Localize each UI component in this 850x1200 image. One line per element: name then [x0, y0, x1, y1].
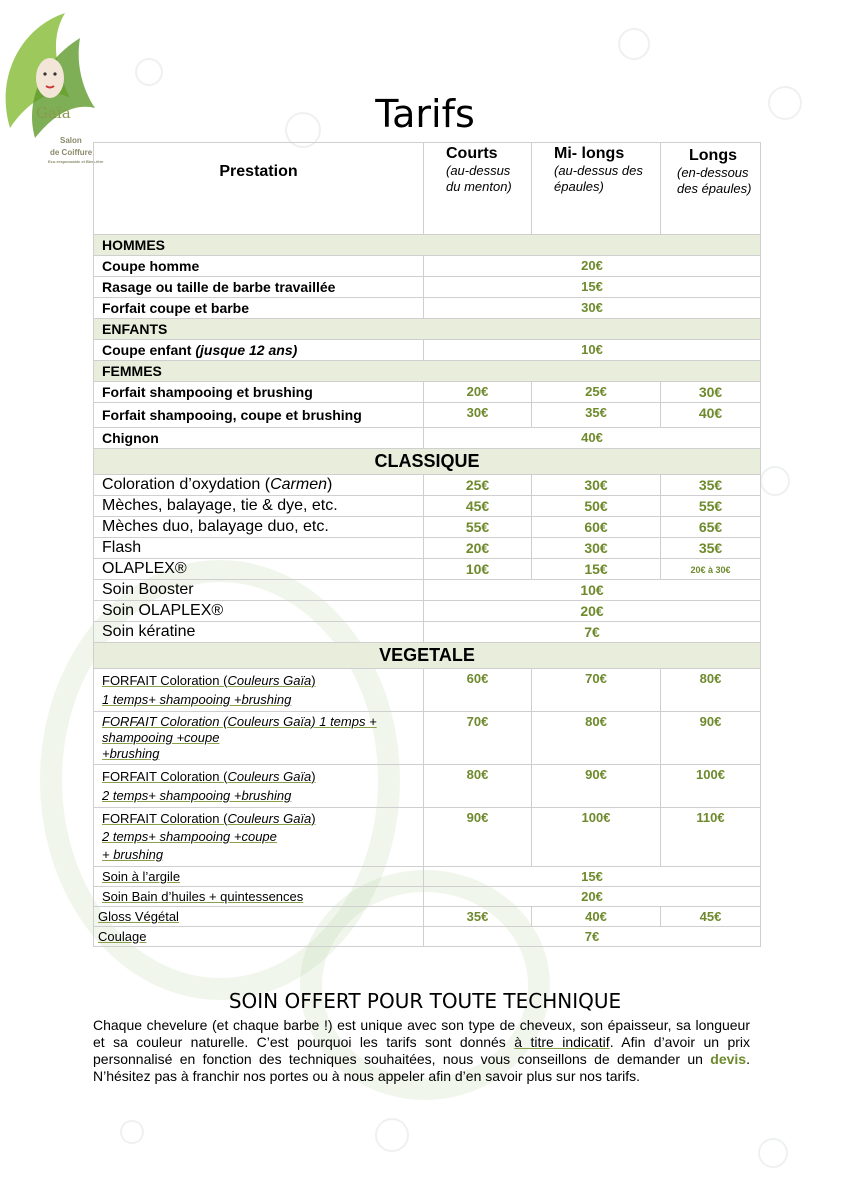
table-row: FORFAIT Coloration (Couleurs Gaïa) 1 temps + shampooing +coupe +brushing 70€ 80€ 90€ — [94, 712, 761, 765]
table-row: FORFAIT Coloration (Couleurs Gaïa) 2 temps+ shampooing +coupe + brushing 90€ 100€ 110€ — [94, 808, 761, 867]
indicative-link: à titre indicatif — [514, 1034, 610, 1050]
table-row: Forfait shampooing et brushing 20€ 25€ 30€ — [94, 382, 761, 403]
header-mi-longs: Mi- longs (au-dessus des épaules) — [532, 143, 661, 235]
offer-heading: SOIN OFFERT POUR TOUTE TECHNIQUE — [228, 989, 622, 1013]
table-row: Chignon 40€ — [94, 428, 761, 449]
info-paragraph: Chaque chevelure (et chaque barbe !) est unique avec son type de cheveux, son épaisseur, sa longueur et sa couleur naturelle. C’est pourquoi les tarifs sont donnés à titre indicatif. Afin d’avoir un prix personnalisé en fonction des techniques souhaitées, nous vous conseillons de demander un devis. N’hésitez pas à franchir nos portes ou à nous appeler afin d’en savoir plus sur nos tarifs. — [93, 1017, 750, 1084]
table-row: FORFAIT Coloration (Couleurs Gaïa) 2 temps+ shampooing +brushing 80€ 90€ 100€ — [94, 765, 761, 808]
section-hommes: HOMMES — [94, 235, 761, 256]
table-row: Soin Bain d’huiles + quintessences 20€ — [94, 887, 761, 907]
table-row: Forfait shampooing, coupe et brushing 30€ 35€ 40€ — [94, 403, 761, 428]
table-row: Soin kératine 7€ — [94, 622, 761, 643]
page-title: Tarifs — [375, 92, 475, 136]
table-row: Soin Booster 10€ — [94, 580, 761, 601]
table-row: Flash 20€ 30€ 35€ — [94, 538, 761, 559]
table-row: Soin OLAPLEX® 20€ — [94, 601, 761, 622]
section-vegetale: VEGETALE — [94, 643, 761, 669]
table-header-row — [94, 143, 761, 235]
header-longs: Longs (en-dessous des épaules) — [661, 143, 761, 235]
section-classique: CLASSIQUE — [94, 449, 761, 475]
table-row: Coulage 7€ — [94, 927, 761, 947]
table-row: Rasage ou taille de barbe travaillée 15€ — [94, 277, 761, 298]
table-row: Forfait coupe et barbe 30€ — [94, 298, 761, 319]
table-row: Coupe homme 20€ — [94, 256, 761, 277]
header-courts: Courts (au-dessus du menton) — [424, 143, 532, 235]
table-row: Gloss Végétal 35€ 40€ 45€ — [94, 907, 761, 927]
logo-line-2: de Coiffure — [50, 148, 93, 157]
header-prestation: Prestation — [94, 143, 424, 235]
table-row: Soin à l’argile 15€ — [94, 867, 761, 887]
price-table — [93, 142, 761, 947]
table-row: Coupe enfant (jusque 12 ans) 10€ — [94, 340, 761, 361]
table-row: Mèches duo, balayage duo, etc. 55€ 60€ 65€ — [94, 517, 761, 538]
table-row: Mèches, balayage, tie & dye, etc. 45€ 50€ 55€ — [94, 496, 761, 517]
section-enfants: ENFANTS — [94, 319, 761, 340]
table-row: FORFAIT Coloration (Couleurs Gaïa) 1 temps+ shampooing +brushing 60€ 70€ 80€ — [94, 669, 761, 712]
devis-keyword: devis — [710, 1051, 747, 1067]
logo-brand: Gaïa — [36, 104, 71, 122]
table-row: Coloration d’oxydation (Carmen) 25€ 30€ 35€ — [94, 475, 761, 496]
table-row: OLAPLEX® 10€ 15€ 20€ à 30€ — [94, 559, 761, 580]
logo-line-1: Salon — [60, 136, 82, 145]
logo-line-3: Eco-responsable et Bien-être — [48, 159, 104, 164]
section-femmes: FEMMES — [94, 361, 761, 382]
